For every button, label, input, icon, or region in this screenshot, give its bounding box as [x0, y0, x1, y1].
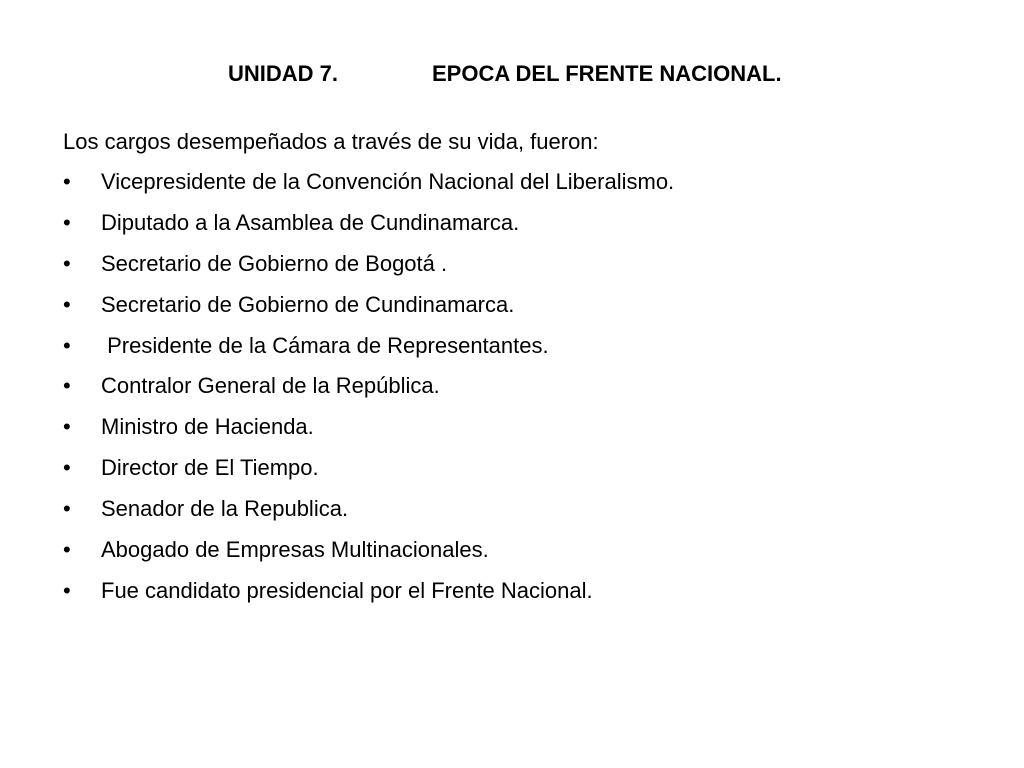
bullet-icon: •: [63, 577, 71, 603]
bullet-icon: •: [63, 250, 71, 276]
bullet-icon: •: [63, 332, 71, 358]
bullet-icon: •: [63, 455, 71, 481]
title-unit: UNIDAD 7.: [228, 61, 339, 86]
list-item-text: Ministro de Hacienda.: [101, 414, 314, 440]
bullet-icon: •: [63, 537, 71, 563]
bullet-icon: •: [63, 169, 71, 194]
bullet-icon: •: [63, 373, 71, 399]
list-item-text: Abogado de Empresas Multinacionales.: [101, 537, 489, 563]
bullet-icon: •: [63, 414, 71, 440]
list-item-text: Presidente de la Cámara de Representantes.: [101, 332, 549, 358]
bullet-icon: •: [63, 291, 71, 317]
list-item-text: Vicepresidente de la Convención Nacional del Liberalismo.: [101, 169, 675, 194]
slide-title: [0, 58, 1024, 90]
bullet-icon: •: [63, 209, 71, 235]
title-topic: EPOCA DEL FRENTE NACIONAL.: [432, 61, 782, 86]
list-item-text: Fue candidato presidencial por el Frente Nacional.: [101, 577, 593, 603]
list-item-text: Secretario de Gobierno de Cundinamarca.: [101, 291, 515, 317]
list-item-text: Director de El Tiempo.: [101, 455, 319, 481]
list-item-text: Senador de la Republica.: [101, 496, 349, 522]
list-item-text: Diputado a la Asamblea de Cundinamarca.: [101, 209, 520, 235]
list-item-text: Secretario de Gobierno de Bogotá .: [101, 250, 448, 276]
list-item-text: Contralor General de la República.: [101, 373, 440, 399]
bullet-icon: •: [63, 496, 71, 522]
intro-text: Los cargos desempeñados a través de su vida, fueron:: [63, 129, 599, 154]
